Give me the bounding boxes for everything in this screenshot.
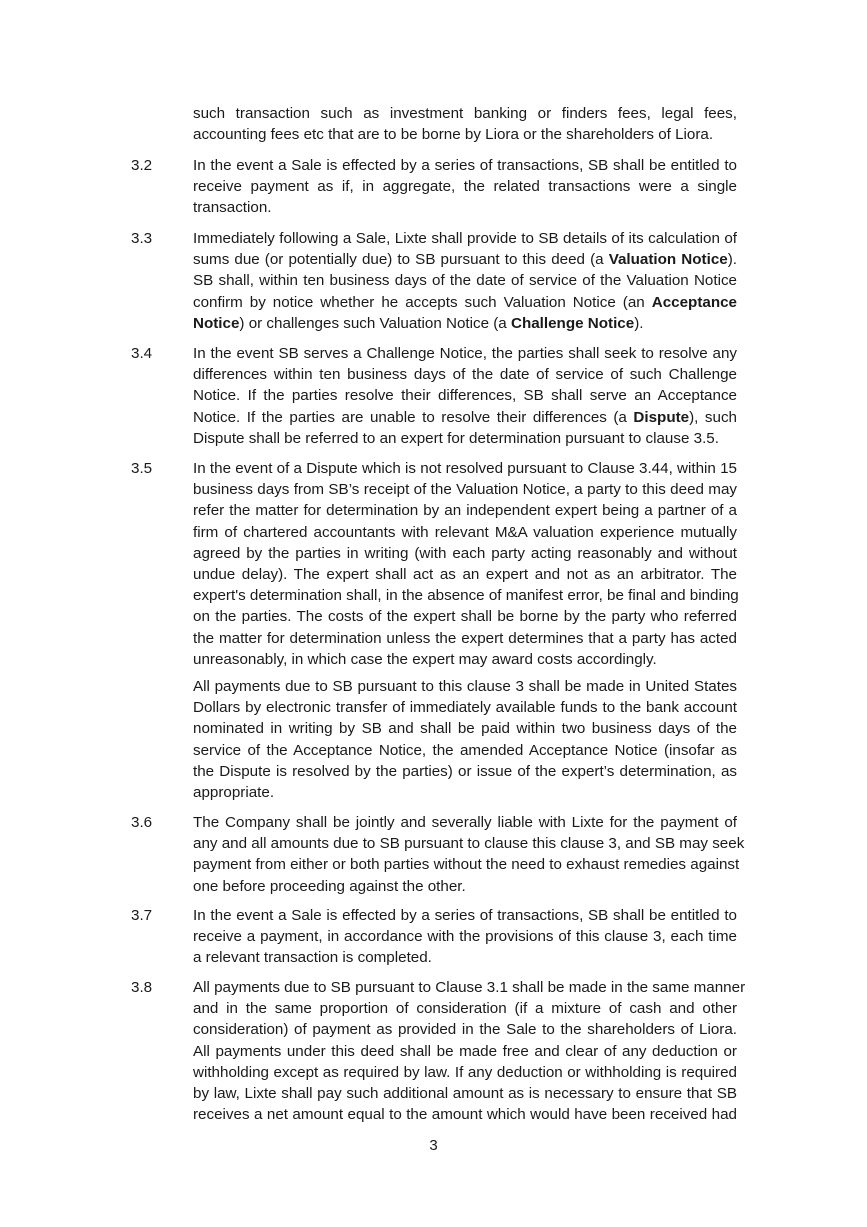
text-line: receive a payment, in accordance with the provisions of this clause 3, each time [193,928,737,946]
text-line: confirm by notice whether he accepts such Valuation Notice (an Acceptance [193,293,737,311]
text-line: Notice. If the parties resolve their differences, SB shall serve an Acceptance [193,387,737,405]
defined-term: Acceptance [651,293,737,311]
text-line: Immediately following a Sale, Lixte shall provide to SB details of its calculation of [193,230,737,247]
text-line: Dispute shall be referred to an expert for determination pursuant to clause 3.5. [193,429,719,447]
text-line: the Dispute is resolved by the parties) or issue of the expert’s determination, as [193,762,737,780]
text-line: expert's determination shall, in the absence of manifest error, be final and binding [193,587,739,605]
payments-paragraph [193,676,737,803]
clause-3-3 [131,228,737,334]
text-line: The Company shall be jointly and severally liable with Lixte for the payment of [193,814,737,831]
text-line: All payments due to SB pursuant to Clause 3.1 shall be made in the same manner [193,979,746,996]
text-line: such transaction such as investment banking or finders fees, legal fees, [193,105,737,122]
text-line: appropriate. [193,784,275,802]
clause-3-5 [131,458,739,670]
text-line: sums due (or potentially due) to SB pursuant to this deed (a Valuation Notice). [193,251,737,269]
clause-number: 3.6 [131,814,153,831]
clause-3-1-continuation [193,103,737,145]
clause-number: 3.3 [131,230,153,247]
clause-3-6 [131,812,745,897]
text-line: by law, Lixte shall pay such additional amount as is necessary to ensure that SB [193,1085,737,1103]
text-line: In the event a Sale is effected by a series of transactions, SB shall be entitled to [193,157,737,174]
text-line: unreasonably, in which case the expert may award costs accordingly. [193,650,657,668]
text-line: transaction. [193,199,272,217]
text-line: one before proceeding against the other. [193,877,466,895]
clause-3-8 [131,977,746,1125]
text-line: any and all amounts due to SB pursuant to clause this clause 3, and SB may seek [193,835,745,853]
text-line: business days from SB’s receipt of the Valuation Notice, a party to this deed may [193,481,737,499]
text-line: receive payment as if, in aggregate, the related transactions were a single [193,178,737,196]
text-line: refer the matter for determination by an independent expert being a partner of a [193,502,737,520]
text-line: service of the Acceptance Notice, the amended Acceptance Notice (insofar as [193,741,737,759]
clause-number: 3.8 [131,979,153,996]
clause-3-4 [131,343,737,449]
text-line: undue delay). The expert shall act as an expert and not as an arbitrator. The [193,566,737,584]
defined-term: Dispute [633,408,690,426]
text-line: consideration) of payment as provided in the Sale to the shareholders of Liora. [193,1021,737,1039]
defined-term: Challenge Notice [510,314,635,332]
text-line: All payments under this deed shall be made free and clear of any deduction or [193,1042,737,1060]
clause-3-7 [131,905,737,969]
text-line: and in the same proportion of consideration (if a mixture of cash and other [193,1000,737,1018]
text-line: firm of chartered accountants with relevant M&A valuation experience mutually [193,523,737,541]
text-line: payment from either or both parties without the need to exhaust remedies against [193,856,740,874]
text-line: In the event a Sale is effected by a series of transactions, SB shall be entitled to [193,907,737,924]
defined-term: Notice [193,314,240,332]
text-line: In the event of a Dispute which is not resolved pursuant to Clause 3.44, within 15 [193,460,737,477]
defined-term: Valuation Notice [608,251,728,269]
clause-number: 3.7 [131,907,153,924]
text-line: the matter for determination unless the expert determines that a party has acted [193,629,737,647]
text-line: All payments due to SB pursuant to this clause 3 shall be made in United States [193,678,737,695]
text-line: SB shall, within ten business days of the date of service of the Valuation Notice [193,272,737,290]
clause-number: 3.4 [131,345,153,362]
clause-number: 3.2 [131,157,153,174]
text-line: agreed by the parties in writing (with each party acting reasonably and without [193,544,737,562]
text-line: Dollars by electronic transfer of immediately available funds to the bank account [193,699,737,717]
text-line: In the event SB serves a Challenge Notice, the parties shall seek to resolve any [193,345,737,362]
page-number: 3 [429,1137,438,1154]
text-line: a relevant transaction is completed. [193,949,432,967]
clause-3-2 [131,155,737,219]
text-line: differences within ten business days of the date of service of such Challenge [193,366,737,384]
text-line: Notice. If the parties are unable to resolve their differences (a Dispute), such [193,408,737,426]
text-line: accounting fees etc that are to be borne by Liora or the shareholders of Liora. [193,126,714,144]
text-line: receives a net amount equal to the amount which would have been received had [193,1106,737,1124]
text-line: on the parties. The costs of the expert shall be borne by the party who referred [193,608,737,626]
clause-number: 3.5 [131,460,153,477]
text-line: nominated in writing by SB and shall be paid within two business days of the [193,720,737,738]
text-line: withholding except as required by law. If any deduction or withholding is required [193,1063,737,1081]
text-line: Notice) or challenges such Valuation Notice (a Challenge Notice). [193,314,644,332]
